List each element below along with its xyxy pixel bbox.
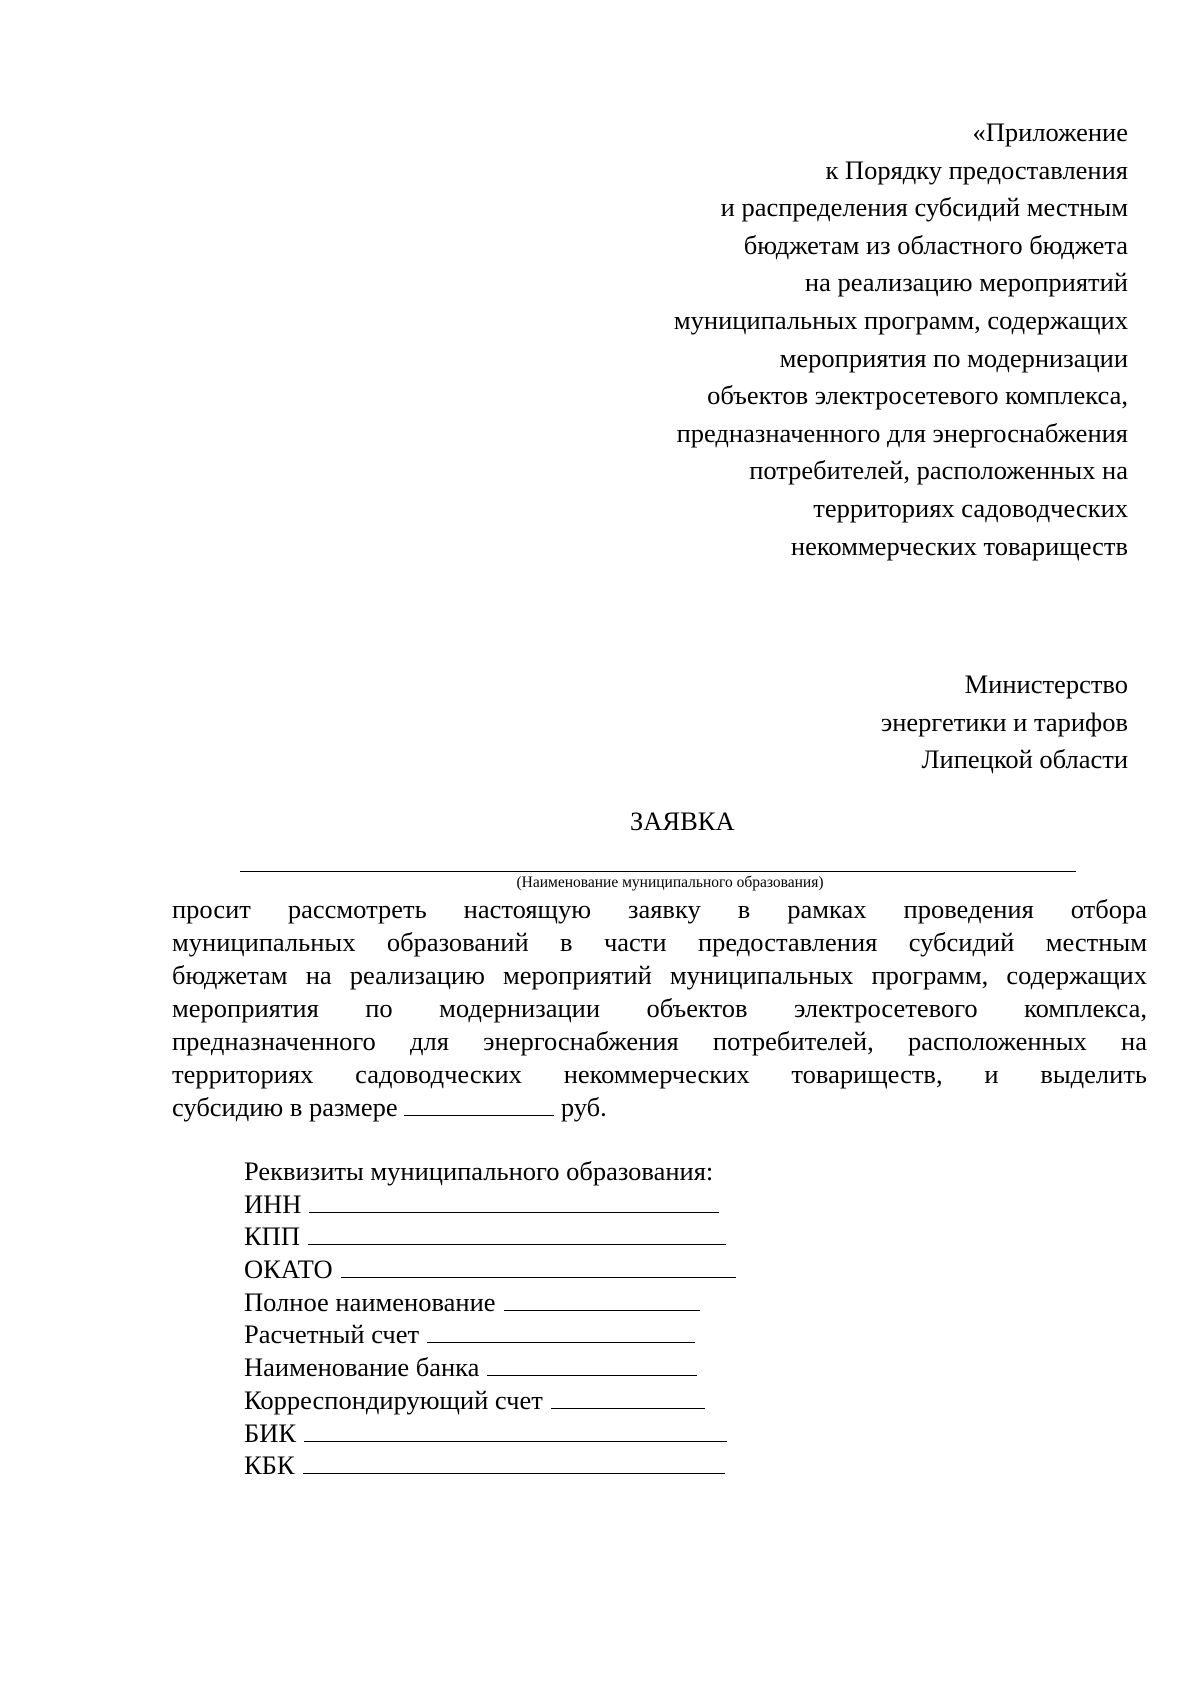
requisite-label: БИК [244, 1417, 297, 1448]
okato-field[interactable] [341, 1254, 736, 1278]
body-line: бюджетам на реализацию мероприятий муниципальных программ, содержащих [172, 960, 1147, 990]
appendix-line: предназначенного для энергоснабжения [676, 417, 1128, 448]
body-line: просит рассмотреть настоящую заявку в рамках проведения отбора [172, 894, 1147, 924]
requisite-label: КБК [244, 1450, 295, 1481]
bik-field[interactable] [304, 1418, 727, 1442]
appendix-line: к Порядку предоставления [825, 154, 1128, 185]
addressee-line: энергетики и тарифов [880, 706, 1128, 737]
requisites-block [244, 1155, 736, 1482]
subsidy-amount-field[interactable] [404, 1093, 554, 1116]
amount-suffix: руб. [560, 1092, 607, 1122]
request-body [172, 893, 1147, 1124]
appendix-line: «Приложение [972, 117, 1128, 147]
addressee-block [728, 666, 1128, 779]
body-line: мероприятия по модернизации объектов электросетевого комплекса, [172, 993, 1147, 1023]
requisite-row-account [244, 1318, 736, 1351]
appendix-line: некоммерческих товариществ [790, 530, 1128, 561]
requisite-label: Наименование банка [244, 1352, 480, 1383]
requisite-row-bik [244, 1417, 736, 1450]
addressee-line: Министерство [964, 669, 1128, 699]
requisites-heading: Реквизиты муниципального образования: [244, 1156, 714, 1186]
document-title: ЗАЯВКА [630, 806, 735, 836]
requisite-label: Корреспондирующий счет [244, 1384, 543, 1415]
settlement-account-field[interactable] [427, 1319, 695, 1343]
kbk-field[interactable] [303, 1450, 725, 1474]
appendix-line: и распределения субсидий местным [720, 192, 1128, 223]
appendix-line: муниципальных программ, содержащих [673, 304, 1128, 335]
appendix-line: потребителей, расположенных на [749, 455, 1128, 486]
body-line: предназначенного для энергоснабжения потребителей, расположенных на [172, 1026, 1147, 1056]
requisite-row-kpp [244, 1220, 736, 1253]
appendix-line: объектов электросетевого комплекса, [707, 380, 1128, 411]
requisite-label: Расчетный счет [244, 1319, 420, 1350]
requisite-row-full-name [244, 1286, 736, 1319]
requisite-label: ИНН [244, 1188, 302, 1219]
addressee-line: Липецкой области [921, 744, 1128, 774]
appendix-line: на реализацию мероприятий [804, 267, 1128, 298]
requisite-label: ОКАТО [244, 1254, 333, 1285]
full-name-field[interactable] [504, 1287, 700, 1311]
municipality-name-field[interactable] [240, 871, 1076, 872]
requisite-label: КПП [244, 1221, 300, 1252]
requisite-row-kbk [244, 1449, 736, 1482]
municipality-name-caption: (Наименование муниципального образования) [516, 874, 824, 891]
requisite-row-bank [244, 1351, 736, 1384]
requisite-row-okato [244, 1253, 736, 1286]
body-line: территориях садоводческих некоммерческих товариществ, и выделить [172, 1059, 1147, 1089]
appendix-header [568, 114, 1128, 565]
bank-name-field[interactable] [487, 1352, 697, 1376]
kpp-field[interactable] [308, 1221, 726, 1245]
requisite-row-inn [244, 1188, 736, 1221]
appendix-line: мероприятия по модернизации [779, 342, 1128, 373]
inn-field[interactable] [309, 1189, 719, 1213]
body-line: муниципальных образований в части предоставления субсидий местным [172, 927, 1147, 957]
requisite-label: Полное наименование [244, 1286, 496, 1317]
requisite-row-corr-account [244, 1384, 736, 1417]
appendix-line: бюджетам из областного бюджета [743, 229, 1128, 260]
appendix-line: территориях садоводческих [813, 492, 1128, 523]
subsidy-amount-line [172, 1091, 1147, 1124]
amount-prefix: субсидию в размере [172, 1092, 398, 1122]
correspondent-account-field[interactable] [551, 1385, 705, 1409]
